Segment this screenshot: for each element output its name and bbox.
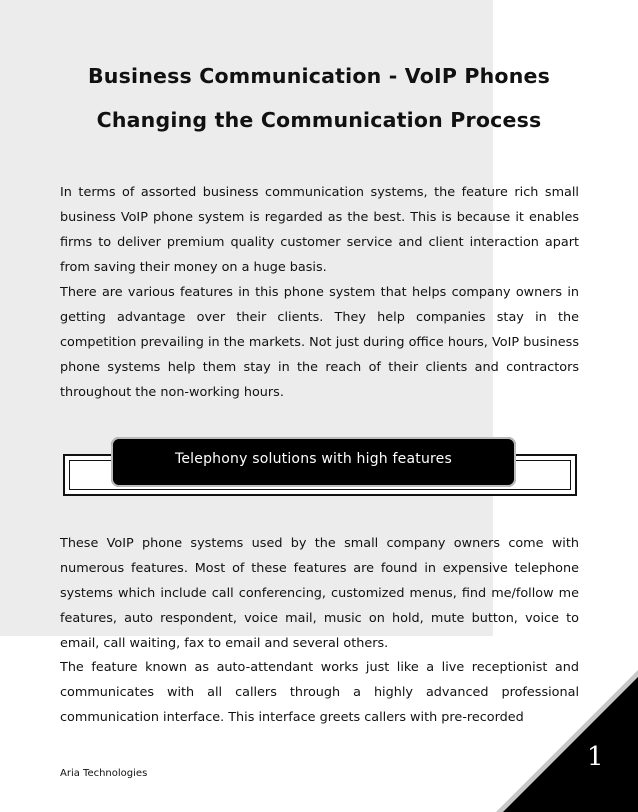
paragraph-auto-attendant: The feature known as auto-attendant works just like a live receptionist and communicates with all callers through a highly advanced professional communication interface. This interface greets callers with pre-recorded <box>60 660 579 725</box>
corner-decoration <box>503 677 638 812</box>
paragraph-system-features: These VoIP phone systems used by the small company owners come with numerous features. Most of these features are found in expensive telephone systems which include call conferencing, customized menus, find me/follow me features, auto respondent, voice mail, music on hold, mute button, voice to email, call waiting, fax to email and several others. <box>60 536 579 651</box>
page-subtitle: Changing the Communication Process <box>96 108 542 132</box>
paragraph-features: There are various features in this phone system that helps company owners in getting advantage over their clients. They help companies stay in the competition prevailing in the markets. Not just during office hours, VoIP business phone systems help them stay in the reach of their clients and contractors throughout the non-working hours. <box>60 285 579 400</box>
footer-company-name: Aria Technologies <box>60 768 148 779</box>
paragraph-intro: In terms of assorted business communication systems, the feature rich small business VoIP phone system is regarded as the best. This is because it enables firms to deliver premium quality customer service and client interaction apart from saving their money on a huge basis. <box>60 185 579 275</box>
banner-heading: Telephony solutions with high features <box>175 451 452 467</box>
page-title: Business Communication - VoIP Phones <box>87 64 551 88</box>
page-number: 1 <box>587 742 604 772</box>
